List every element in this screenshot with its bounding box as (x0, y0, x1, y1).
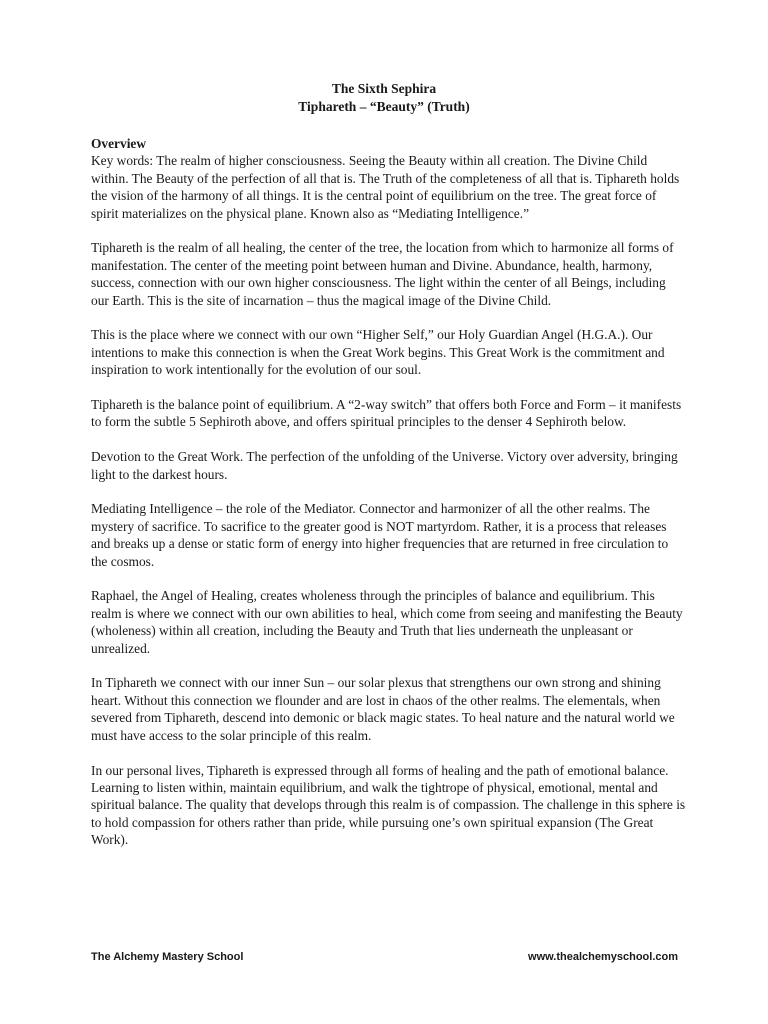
footer-school-name: The Alchemy Mastery School (91, 951, 244, 963)
paragraph-inner-sun: In Tiphareth we connect with our inner Sun – our solar plexus that strengthens our own strong and shining heart. Without this connection we flounder and are lost in chaos of the other realms. The elementals, when severed from Tiphareth, descend into demonic or black magic states. To heal nature and the natural world we must have access to the solar principle of this realm. (91, 675, 675, 743)
paragraph-balance-point: Tiphareth is the balance point of equilibrium. A “2-way switch” that offers both Force and Form – it manifests to form the subtle 5 Sephiroth above, and offers spiritual principles to the denser 4 Sephiroth below. (91, 397, 682, 430)
paragraph-mediating-intelligence: Mediating Intelligence – the role of the Mediator. Connector and harmonizer of all the other realms. The mystery of sacrifice. To sacrifice to the greater good is NOT martyrdom. Rather, it is a process that releases and breaks up a dense or static form of energy into higher frequencies that are returned in free circulation to the cosmos. (91, 501, 669, 569)
paragraph-keywords: Key words: The realm of higher consciousness. Seeing the Beauty within all creation. The Divine Child within. The Beauty of the perfection of all that is. The Truth of the completeness of all that is. Tiphareth holds the vision of the harmony of all things. It is the central point of equilibrium on the tree. The great force of spirit materializes on the physical plane. Known also as “Mediating Intelligence.” (91, 153, 680, 221)
title-block (0, 80, 768, 116)
page-subtitle: Tiphareth – “Beauty” (Truth) (298, 99, 470, 114)
page-title: The Sixth Sephira (331, 81, 437, 96)
paragraph-higher-self: This is the place where we connect with our own “Higher Self,” our Holy Guardian Angel (H.G.A.). Our intentions to make this connection is when the Great Work begins. This Great Work is the commitment and inspiration to work intentionally for the evolution of our soul. (91, 327, 665, 378)
paragraph-healing: Tiphareth is the realm of all healing, the center of the tree, the location from which to harmonize all forms of manifestation. The center of the meeting point between human and Divine. Abundance, health, harmony, success, connection with our own higher consciousness. The light within the center of all Beings, including our Earth. This is the site of incarnation – thus the magical image of the Divine Child. (91, 240, 674, 308)
paragraph-personal-lives: In our personal lives, Tiphareth is expressed through all forms of healing and the path of emotional balance. Learning to listen within, maintain equilibrium, and walk the tightrope of physical, emotional, mental and spiritual balance. The quality that develops through this realm is of compassion. The challenge in this sphere is to hold compassion for others rather than pride, while pursuing one’s own spiritual expansion (The Great Work). (91, 762, 686, 848)
document-body (91, 135, 686, 866)
footer-website: www.thealchemyschool.com (528, 951, 678, 963)
paragraph-raphael: Raphael, the Angel of Healing, creates wholeness through the principles of balance and equilibrium. This realm is where we connect with our own abilities to heal, which come from seeing and manifesting the Beauty (wholeness) within all creation, including the Beauty and Truth that lies underneath the unpleasant or unrealized. (91, 588, 683, 656)
overview-heading: Overview (91, 136, 147, 151)
paragraph-devotion: Devotion to the Great Work. The perfection of the unfolding of the Universe. Victory over adversity, bringing light to the darkest hours. (91, 449, 678, 482)
